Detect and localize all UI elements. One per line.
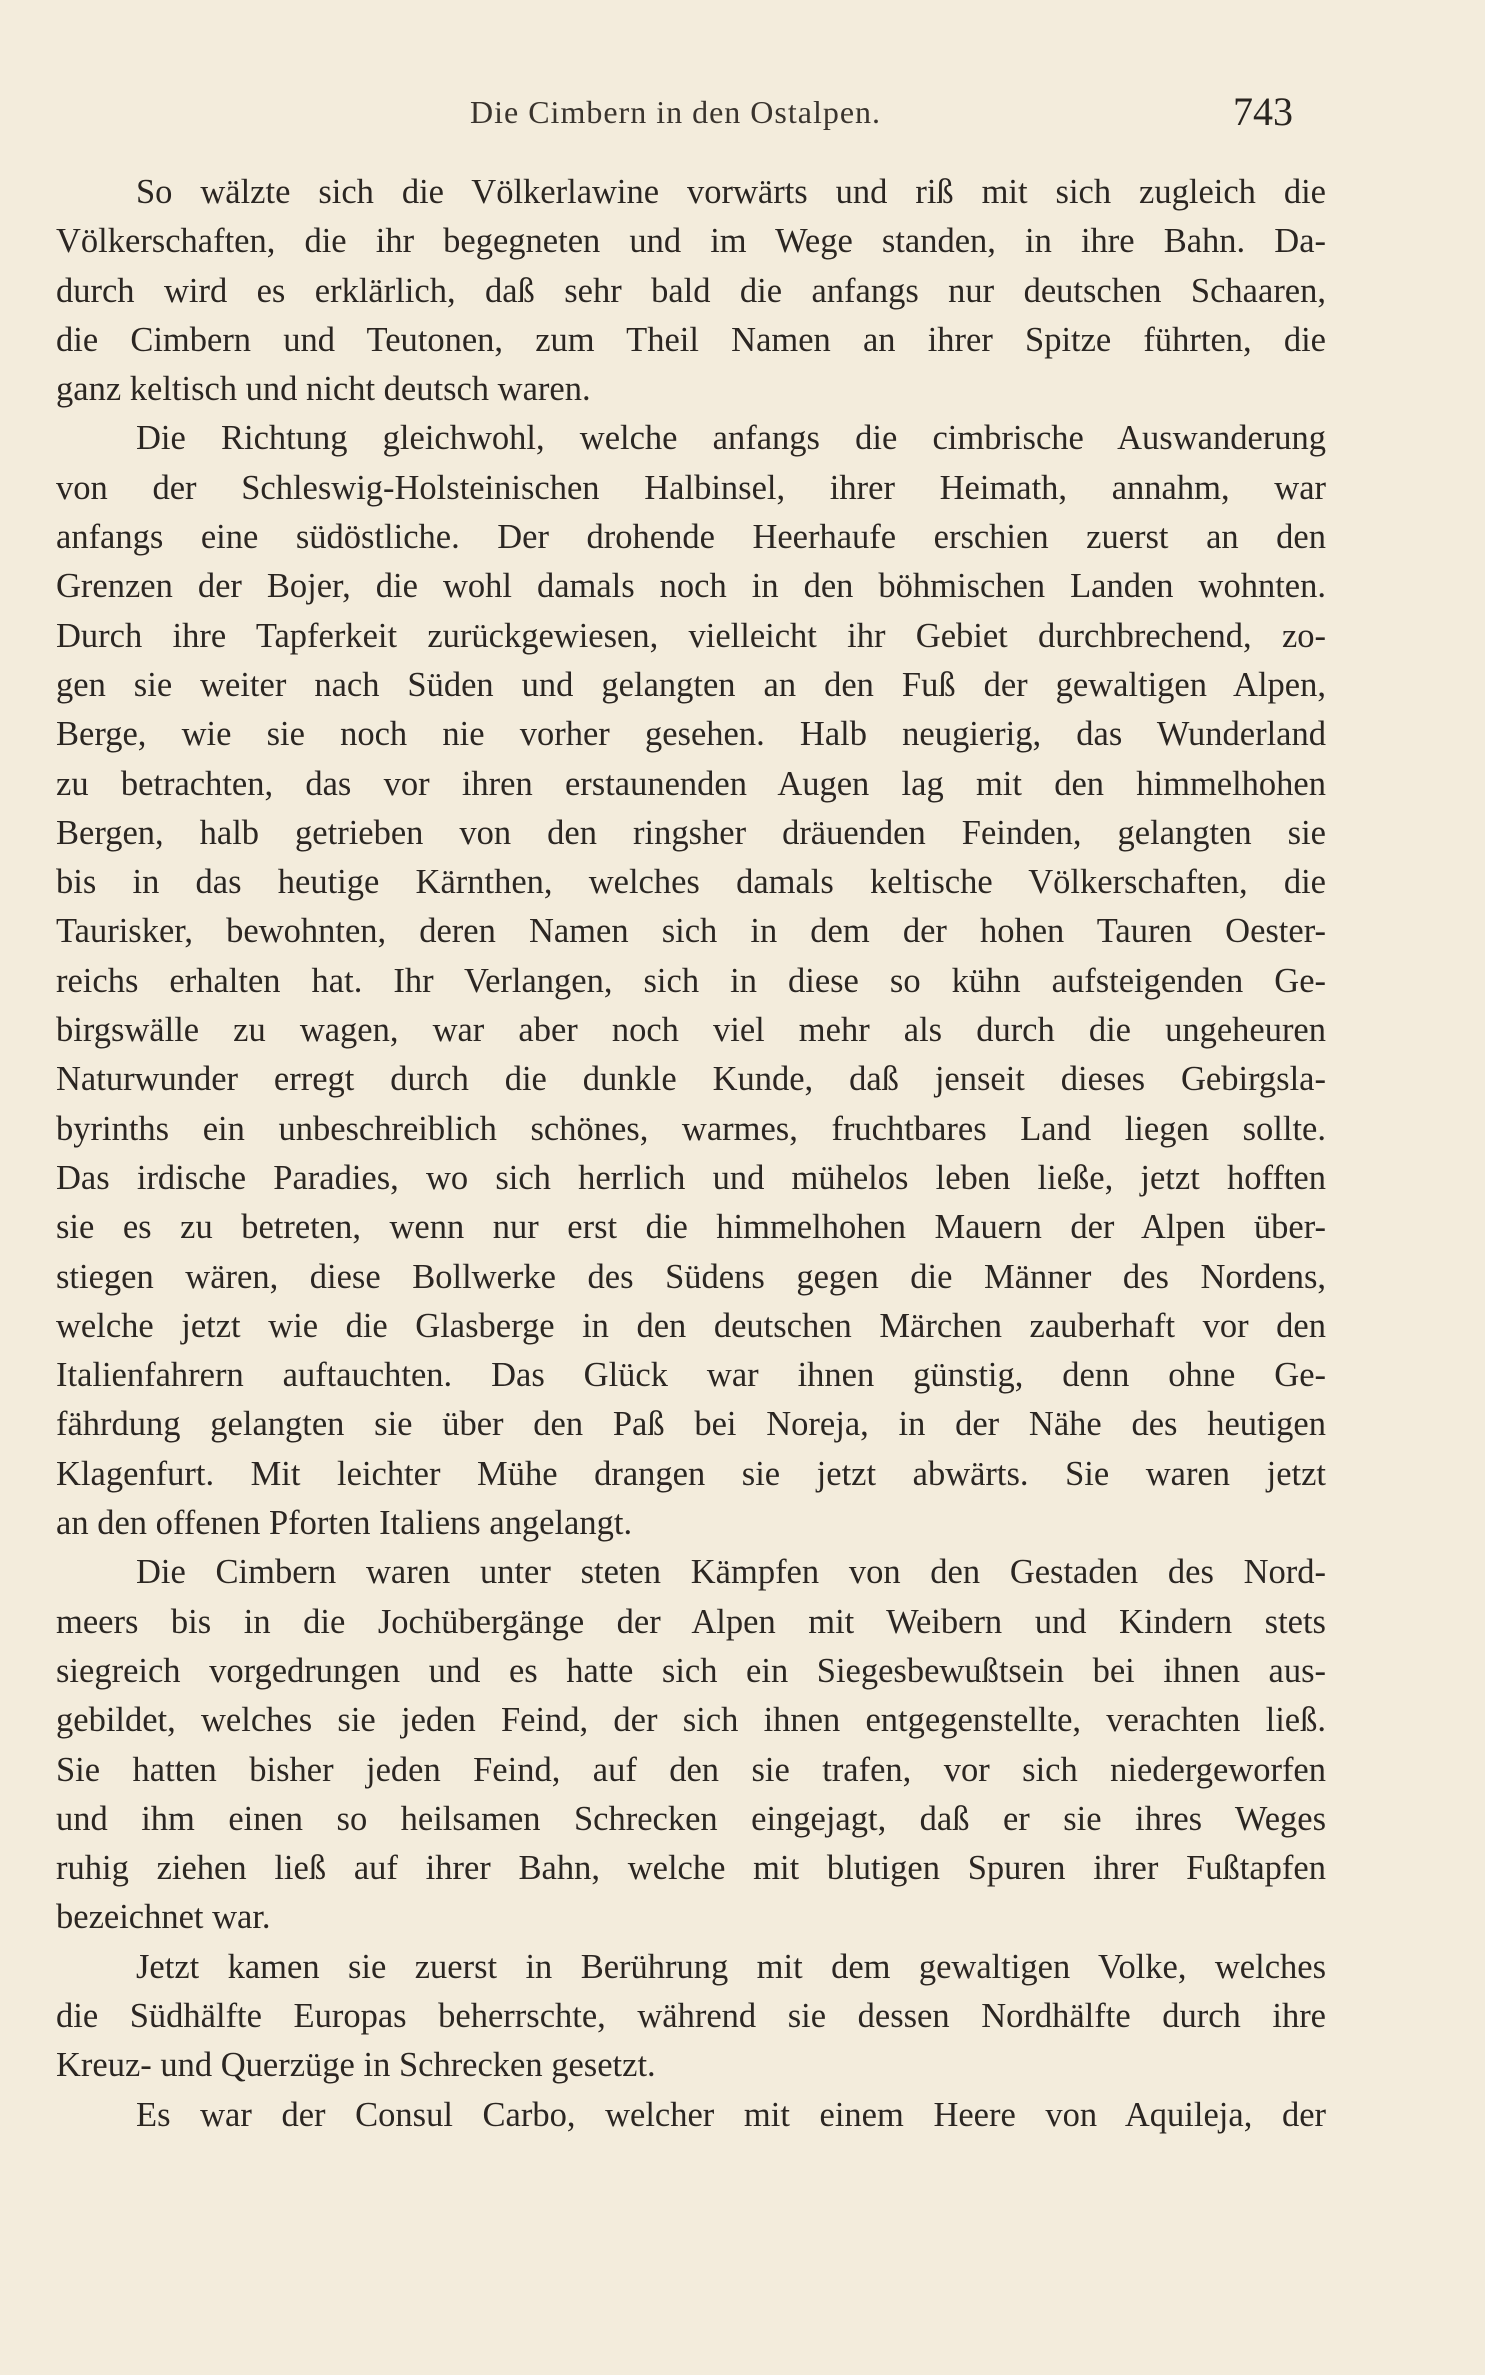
text-line: Es war der Consul Carbo, welcher mit einem Heere von Aquileja, der [136, 2095, 1326, 2134]
text-line: durch wird es erklärlich, daß sehr bald die anfangs nur deutschen Schaaren, [56, 271, 1326, 310]
text-line: Die Cimbern waren unter steten Kämpfen von den Gestaden des Nord- [136, 1553, 1326, 1592]
text-line: die Südhälfte Europas beherrschte, während sie dessen Nordhälfte durch ihre [56, 1996, 1326, 2035]
text-line: und ihm einen so heilsamen Schrecken eingejagt, daß er sie ihres Weges [56, 1799, 1326, 1838]
text-line: Naturwunder erregt durch die dunkle Kunde, daß jenseit dieses Gebirgsla- [56, 1060, 1326, 1099]
text-line: stiegen wären, diese Bollwerke des Südens gegen die Männer des Nordens, [56, 1257, 1326, 1296]
text-line: siegreich vorgedrungen und es hatte sich ein Siegesbewußtsein bei ihnen aus- [56, 1651, 1326, 1690]
text-line: Völkerschaften, die ihr begegneten und im Wege standen, in ihre Bahn. Da- [56, 222, 1326, 261]
text-line: Bergen, halb getrieben von den ringsher dräuenden Feinden, gelangten sie [56, 813, 1326, 852]
text-line: zu betrachten, das vor ihren erstaunenden Augen lag mit den himmelhohen [56, 764, 1326, 803]
text-line: an den offenen Pforten Italiens angelangt. [56, 1504, 633, 1543]
text-line: anfangs eine südöstliche. Der drohende Heerhaufe erschien zuerst an den [56, 518, 1326, 557]
running-title: Die Cimbern in den Ostalpen. [470, 94, 882, 130]
text-line: Jetzt kamen sie zuerst in Berührung mit dem gewaltigen Volke, welches [136, 1947, 1326, 1986]
text-line: birgswälle zu wagen, war aber noch viel mehr als durch die ungeheuren [56, 1011, 1326, 1050]
text-line: Sie hatten bisher jeden Feind, auf den sie trafen, vor sich niedergeworfen [56, 1750, 1326, 1789]
page-number: 743 [1233, 89, 1293, 134]
text-line: meers bis in die Jochübergänge der Alpen mit Weibern und Kindern stets [56, 1602, 1326, 1641]
text-line: byrinths ein unbeschreiblich schönes, warmes, fruchtbares Land liegen sollte. [56, 1109, 1326, 1148]
text-line: Das irdische Paradies, wo sich herrlich und mühelos leben ließe, jetzt hofften [56, 1158, 1326, 1197]
text-line: reichs erhalten hat. Ihr Verlangen, sich in diese so kühn aufsteigenden Ge- [56, 961, 1326, 1000]
text-line: Kreuz- und Querzüge in Schrecken gesetzt. [56, 2046, 656, 2085]
text-line: So wälzte sich die Völkerlawine vorwärts und riß mit sich zugleich die [136, 173, 1326, 211]
text-line: ganz keltisch und nicht deutsch waren. [56, 370, 591, 409]
text-line: Italienfahrern auftauchten. Das Glück war ihnen günstig, denn ohne Ge- [56, 1356, 1326, 1395]
text-line: Klagenfurt. Mit leichter Mühe drangen sie jetzt abwärts. Sie waren jetzt [56, 1454, 1326, 1493]
text-line: sie es zu betreten, wenn nur erst die himmelhohen Mauern der Alpen über- [56, 1208, 1326, 1247]
text-line: die Cimbern und Teutonen, zum Theil Namen an ihrer Spitze führten, die [56, 320, 1326, 359]
text-line: gen sie weiter nach Süden und gelangten an den Fuß der gewaltigen Alpen, [56, 665, 1326, 704]
text-line: welche jetzt wie die Glasberge in den deutschen Märchen zauberhaft vor den [56, 1306, 1326, 1345]
text-line: fährdung gelangten sie über den Paß bei Noreja, in der Nähe des heutigen [56, 1405, 1326, 1444]
text-line: Die Richtung gleichwohl, welche anfangs die cimbrische Auswanderung [136, 419, 1326, 458]
text-line: Berge, wie sie noch nie vorher gesehen. Halb neugierig, das Wunderland [56, 715, 1326, 754]
text-line: Taurisker, bewohnten, deren Namen sich in dem der hohen Tauren Oester- [56, 912, 1326, 951]
text-line: ruhig ziehen ließ auf ihrer Bahn, welche mit blutigen Spuren ihrer Fußtapfen [56, 1849, 1326, 1888]
text-line: bis in das heutige Kärnthen, welches damals keltische Völkerschaften, die [56, 863, 1326, 902]
text-line: Durch ihre Tapferkeit zurückgewiesen, vielleicht ihr Gebiet durchbrechend, zo- [56, 616, 1326, 655]
text-line: Grenzen der Bojer, die wohl damals noch in den böhmischen Landen wohnten. [56, 567, 1326, 606]
text-line: von der Schleswig-Holsteinischen Halbinsel, ihrer Heimath, annahm, war [56, 468, 1326, 507]
body-text [56, 168, 1326, 2140]
page-header [0, 88, 1485, 148]
text-line: bezeichnet war. [56, 1898, 271, 1937]
text-line: gebildet, welches sie jeden Feind, der sich ihnen entgegenstellte, verachten ließ. [56, 1701, 1326, 1740]
